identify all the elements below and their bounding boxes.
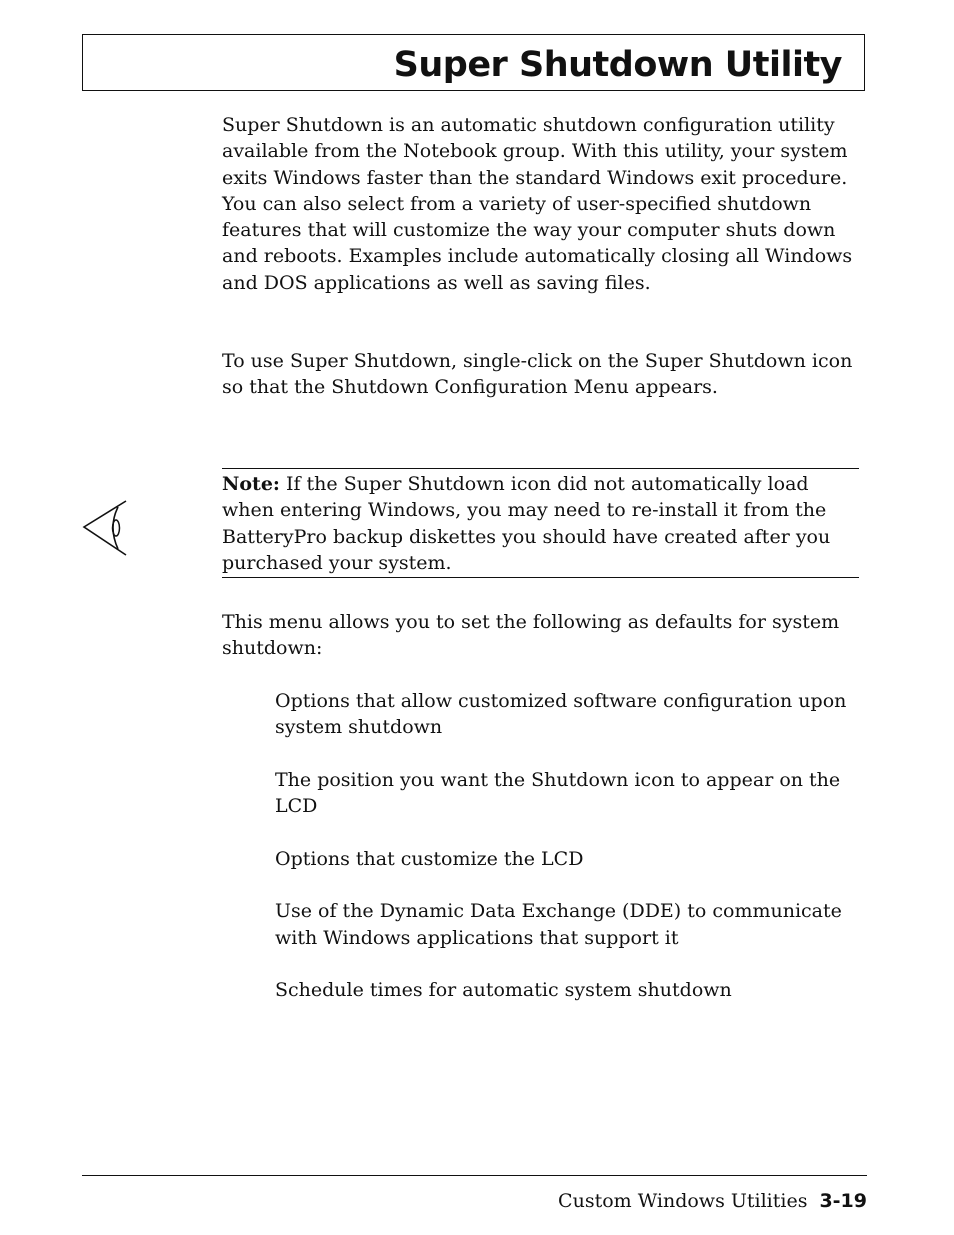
page-footer	[558, 1188, 867, 1214]
usage-paragraph: To use Super Shutdown, single-click on the Super Shutdown icon so that the Shutdown Configuration Menu appears.	[222, 350, 853, 399]
intro-paragraph: Super Shutdown is an automatic shutdown configuration utility available from the Notebook group. With this utility, your system exits Windows faster than the standard Windows exit procedure. You can also select from a variety of user-specified shutdown features that will customize the way your computer shuts down and reboots. Examples include automatically closing all Windows and DOS applications as well as saving files.	[222, 114, 853, 294]
eye-icon	[82, 499, 128, 557]
page-title-box	[82, 34, 865, 91]
list-item: Schedule times for automatic system shutdown	[275, 979, 732, 1002]
menu-intro-paragraph: This menu allows you to set the following as defaults for system shutdown:	[222, 611, 840, 660]
list-item: Options that allow customized software configuration upon system shutdown	[275, 690, 847, 739]
footer-rule	[82, 1175, 867, 1176]
list-item: The position you want the Shutdown icon to appear on the LCD	[275, 768, 841, 818]
page-title: Super Shutdown Utility	[393, 45, 842, 85]
footer-section-title: Custom Windows Utilities	[558, 1190, 808, 1212]
list-item: Use of the Dynamic Data Exchange (DDE) to communicate with Windows applications that support it	[275, 900, 842, 949]
note-box	[222, 468, 859, 578]
page-number: 3-19	[819, 1190, 867, 1212]
defaults-list	[275, 688, 867, 1030]
note-label: Note:	[222, 473, 280, 495]
note-text: If the Super Shutdown icon did not automatically load when entering Windows, you may need to re-install it from the BatteryPro backup diskettes you should have created after you purchased your system.	[222, 473, 831, 574]
list-item: Options that customize the LCD	[275, 847, 584, 870]
